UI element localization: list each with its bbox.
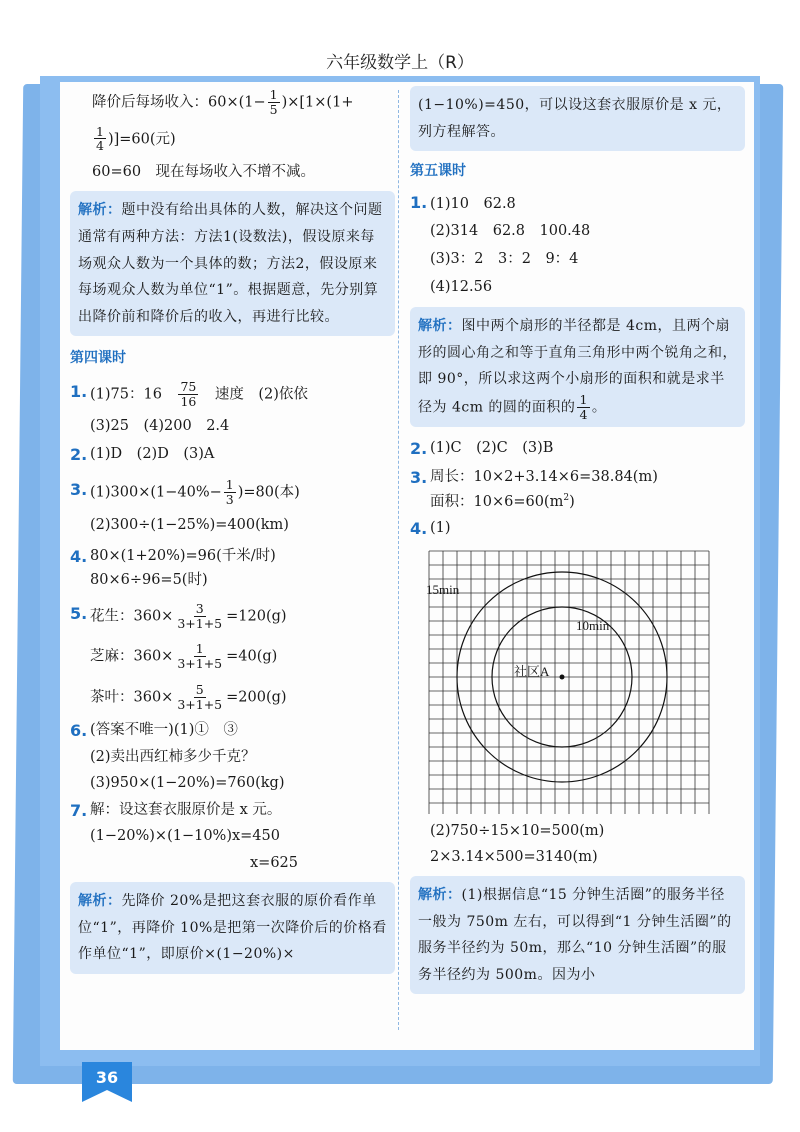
question-number: 7. [70,800,88,820]
q5-row2-a: 芝麻：360× [90,648,174,665]
section-title-lesson4: 第四课时 [70,350,126,367]
cont-line1-a: 降价后每场收入：60×(1− [92,94,266,111]
analysis-text: 先降价 20%是把这套衣服的原价看作单位“1”，再降价 10%是把第一次降价后的价格看作单位“1”，即原价×(1−20%)× [78,893,387,963]
analysis-tag: 解析： [418,887,462,904]
question-number: 3. [70,479,88,499]
q3-part-b: )=80(本) [237,484,300,501]
r-q1-line2: (2)314 62.8 100.48 [430,223,591,240]
fraction: $\frac{5}{3+1+5}$ [177,681,223,712]
label-10min: 10min [576,617,610,633]
question-2 [410,437,745,462]
analysis-end: 。 [591,399,607,416]
fraction: $\frac{1}{4}$ [96,123,104,154]
question-number: 3. [410,468,428,488]
fraction: $\frac{1}{3}$ [225,476,234,507]
cont-line1-b: )×[1×(1+ [281,94,354,111]
analysis-box-4 [410,876,745,994]
q4-line1: 80×(1+20%)=96(千米/时) [90,547,276,564]
page-number-badge [82,1062,132,1102]
section-title-lesson5: 第五课时 [410,163,466,180]
question-2 [70,443,395,468]
grid-svg [428,550,710,814]
q6-line3: (3)950×(1−20%)=760(kg) [90,775,285,792]
q7-line3: x=625 [250,854,299,871]
r-q4-line2: (2)750÷15×10=500(m) [430,822,605,839]
r-q2-text: (1)C (2)C (3)B [430,440,554,457]
q7-line2: (1−20%)×(1−10%)x=450 [90,828,280,845]
analysis-continued [410,86,745,151]
analysis-tag: 解析： [418,318,462,335]
analysis-box-1 [70,191,395,336]
q4-line2: 80×6÷96=5(时) [90,572,208,589]
q6-line1: (答案不唯一)(1)① ③ [90,722,238,739]
label-15min: 15min [426,581,460,597]
q6-line2: (2)卖出西红柿多少千克？ [90,748,256,765]
fraction: $\frac{75}{16}$ [180,379,197,409]
right-column [410,82,745,994]
r-q3-line1: 周长：10×2+3.14×6=38.84(m) [430,469,658,486]
continued-answer [70,88,395,183]
question-6 [70,719,395,794]
question-number: 5. [70,603,88,623]
q1-line2: (3)25 (4)200 2.4 [90,417,230,434]
q5-row2-b: =40(g) [226,648,278,665]
r-q4-part1: (1) [430,520,451,537]
analysis-box-3 [410,307,745,427]
analysis-text: 图中两个扇形的半径都是 4cm，且两个扇形的圆心角之和等于直角三角形中两个锐角之和，即 90°，所以求这两个小扇形的面积和就是求半径为 4cm 的圆的面积的 [418,318,737,416]
q7-line1: 解：设这套衣服原价是 x 元。 [90,801,282,818]
analysis-box-2 [70,882,395,974]
column-divider [398,90,399,1030]
r-q1-line3: (3)3：2 3：2 9：4 [430,250,579,267]
fraction: $\frac{3}{3+1+5}$ [177,600,223,631]
fraction: $\frac{1}{4}$ [579,391,588,422]
q3-line2: (2)300÷(1−25%)=400(km) [90,517,289,534]
q1-part-a: (1)75：16 [90,386,162,403]
cont-line3: 60=60 现在每场收入不增不减。 [92,164,316,180]
center-point [560,674,565,679]
r-q4-line3: 2×3.14×500=3140(m) [430,848,598,865]
r-q3-line2-b: ) [569,493,575,510]
question-number: 4. [70,546,88,566]
analysis-text: (1)根据信息“15 分钟生活圈”的服务半径一般为 750m 左右，可以得到“1 分钟生活圈”的服务半径约为 50m，那么“10 分钟生活圈”的服务半径约为 500m。因为小 [418,887,732,983]
analysis-text: (1−10%)=450，可以设这套衣服原价是 x 元，列方程解答。 [418,97,732,140]
question-4-part2 [410,818,745,870]
question-1 [410,191,745,301]
r-q1-line1: (1)10 62.8 [430,195,516,212]
fraction: $\frac{1}{5}$ [269,87,278,117]
q2-text: (1)D (2)D (3)A [90,446,215,463]
r-q3-sup: 2 [563,492,570,503]
question-number: 2. [410,439,428,459]
q5-row1-a: 花生：360× [90,608,174,625]
question-4 [410,517,745,542]
question-number: 1. [410,192,428,212]
analysis-text: 题中没有给出具体的人数，解决这个问题通常有两种方法：方法1(设数法)，假设原来每场观众人数为一个具体的数；方法2，假设原来每场观众人数为单位“1”。根据题意，先分别算出降价前和降价后的收入，再进行比较。 [78,202,383,325]
cont-line2-b: )]=60(元) [107,130,176,147]
question-7 [70,799,395,874]
question-number: 2. [70,445,88,465]
question-3 [410,466,745,513]
analysis-tag: 解析： [78,893,122,910]
q1-part-b: 速度 (2)依依 [214,386,308,403]
analysis-tag: 解析： [78,202,122,219]
q5-row3-b: =200(g) [226,689,287,706]
label-community-a: 社区A [514,663,550,679]
question-number: 4. [410,519,428,539]
question-number: 6. [70,721,88,741]
page-number: 36 [95,1068,119,1087]
question-4 [70,545,395,592]
fraction: $\frac{1}{3+1+5}$ [177,641,223,672]
page-header-title: 六年级数学上（R） [326,53,474,73]
question-number: 1. [70,382,88,402]
question-3 [70,478,395,537]
left-column [70,82,395,974]
r-q3-line2-a: 面积：10×6=60(m [430,493,564,510]
question-1 [70,380,395,437]
question-5 [70,602,395,712]
answer-page [60,82,754,1050]
q3-part-a: (1)300×(1−40%− [90,484,222,501]
r-q1-line4: (4)12.56 [430,278,493,295]
q5-row3-a: 茶叶：360× [90,689,174,706]
circle-grid-figure [428,550,710,814]
q5-row1-b: =120(g) [226,608,287,625]
